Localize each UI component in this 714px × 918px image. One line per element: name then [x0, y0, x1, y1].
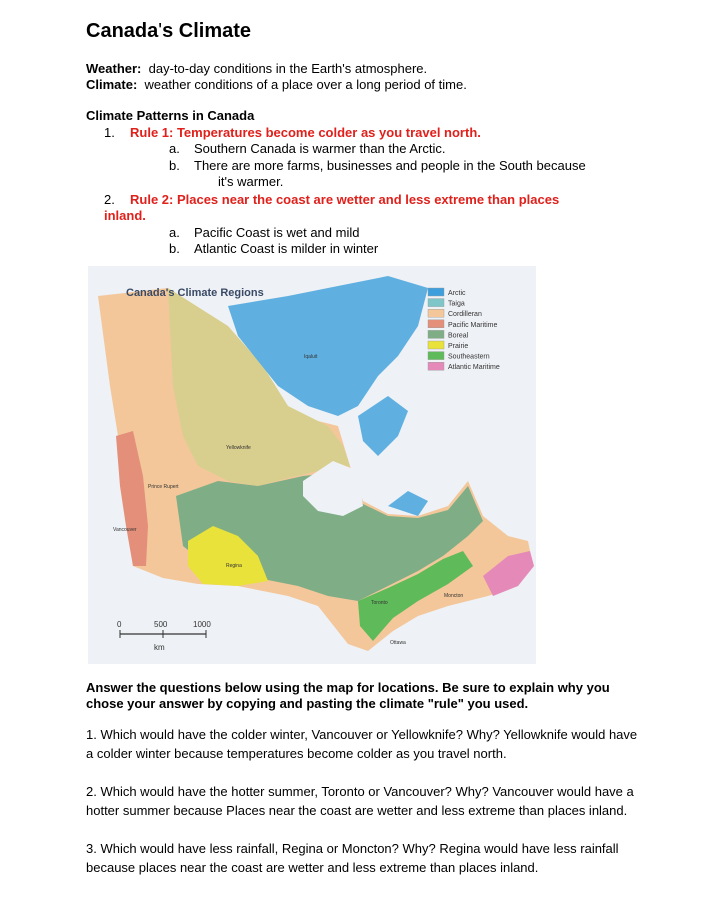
climate-patterns — [86, 108, 646, 258]
rule-1-a: a. Southern Canada is warmer than the Arctic. — [169, 141, 446, 156]
definitions — [86, 61, 467, 93]
legend-swatch — [428, 330, 444, 338]
legend-swatch — [428, 299, 444, 307]
question-2: 2. Which would have the hotter summer, Toronto or Vancouver? Why? Vancouver would have a hotter summer because Places near the coast are wetter and less extreme than places inland. — [86, 784, 634, 818]
city-prince-rupert: Prince Rupert — [148, 484, 179, 490]
climate-regions-map — [88, 266, 536, 664]
legend-swatch — [428, 352, 444, 360]
legend-swatch — [428, 362, 444, 370]
legend-label: Cordilleran — [448, 311, 482, 319]
page-title: Canada's Climate — [86, 20, 252, 42]
legend-label: Taiga — [448, 300, 465, 308]
map-graphic — [88, 266, 536, 664]
questions-heading: Answer the questions below using the map for locations. Be sure to explain why you chose your answer by copying and pasting the climate "rule" you used. — [86, 680, 610, 711]
question-1: 1. Which would have the colder winter, Vancouver or Yellowknife? Why? Yellowknife would have a colder winter because temperatures become colder as you travel north. — [86, 727, 638, 761]
question-3: 3. Which would have less rainfall, Regina or Moncton? Why? Regina would have less rainfall because places near the coast are wetter and less extreme than places inland. — [86, 841, 619, 875]
weather-definition: Weather: day-to-day conditions in the Earth's atmosphere. — [86, 61, 428, 76]
rule-2: 2. Rule 2: Places near the coast are wetter and less extreme than places inland. — [104, 191, 560, 223]
legend-label: Prairie — [448, 343, 469, 350]
legend-swatch — [428, 341, 444, 349]
scale-500: 500 — [154, 620, 168, 629]
legend-label: Southeastern — [448, 353, 490, 361]
questions-section — [86, 680, 646, 877]
scale-1000: 1000 — [193, 620, 211, 629]
legend-swatch — [428, 320, 444, 328]
legend-swatch — [428, 309, 444, 317]
city-vancouver: Vancouver — [113, 527, 137, 533]
city-regina: Regina — [226, 563, 242, 569]
city-moncton: Moncton — [444, 593, 464, 599]
scale-unit: km — [154, 643, 165, 652]
city-ottawa: Ottawa — [390, 640, 406, 646]
legend-label: Arctic — [448, 290, 466, 297]
city-iqaluit: Iqaluit — [304, 354, 318, 360]
legend-label: Atlantic Maritime — [448, 364, 500, 372]
city-yellowknife: Yellowknife — [226, 445, 251, 451]
rule-2-a: a. Pacific Coast is wet and mild — [169, 224, 360, 240]
map-title: Canada's Climate Regions — [126, 287, 264, 299]
climate-definition: Climate: weather conditions of a place over a long period of time. — [86, 77, 467, 92]
legend-label: Pacific Maritime — [448, 321, 498, 329]
rule-2-b: b. Atlantic Coast is milder in winter — [169, 241, 379, 256]
scale-0: 0 — [117, 620, 122, 629]
patterns-heading: Climate Patterns in Canada — [86, 108, 255, 123]
legend-swatch — [428, 288, 444, 296]
rule-1: 1. Rule 1: Temperatures become colder as you travel north. — [104, 124, 481, 140]
city-toronto: Toronto — [371, 600, 388, 606]
legend-label: Boreal — [448, 332, 469, 340]
rule-1-b: b. There are more farms, businesses and people in the South because it's warmer. — [169, 157, 586, 189]
